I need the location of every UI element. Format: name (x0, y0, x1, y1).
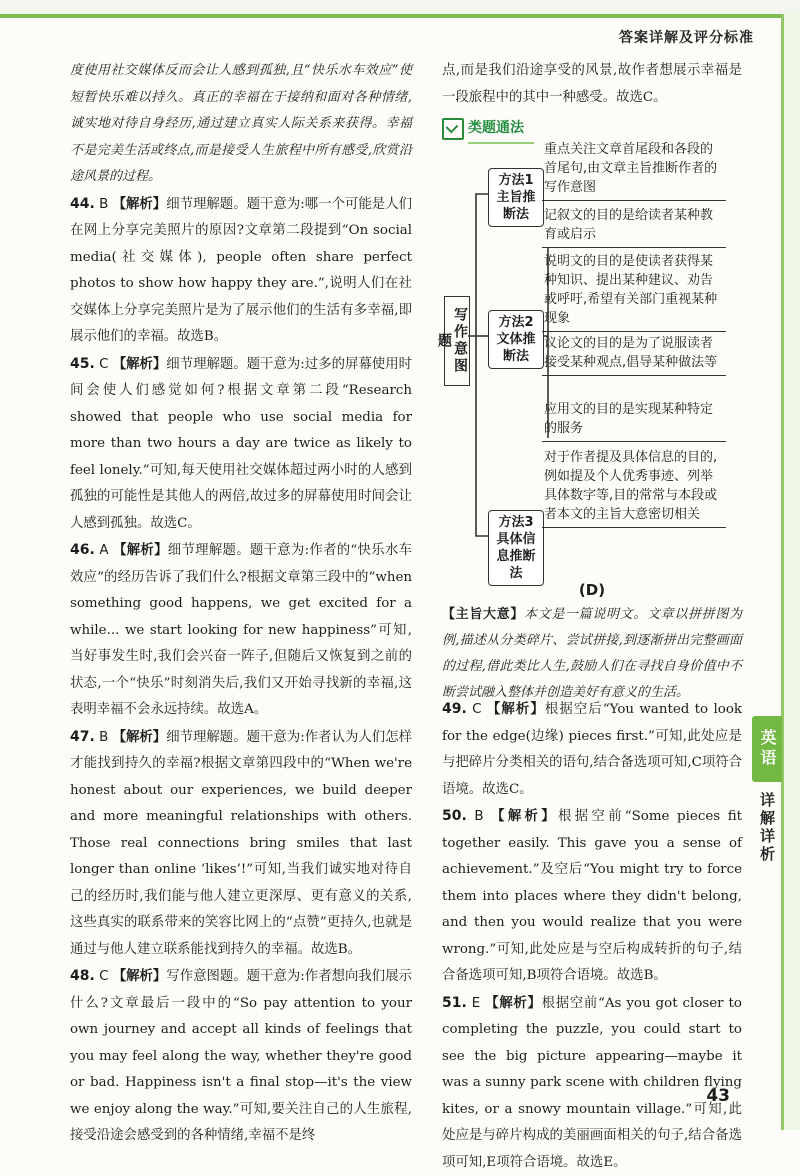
answer-item-51: 51. E 【解析】根据空前“As you got closer to completing the puzzle, you could start to see the big picture appearing—maybe it was a sunny park scene with children flying kites, or a snowy mountain village.”可知,此处应是与碎片构成的美丽画面相关的句子,结合备选项可知,E项符合语境。故选E。 (442, 990, 742, 1176)
answer-item-48-continued: 点,而是我们沿途享受的风景,故作者想展示幸福是一段旅程中的其中一种感受。故选C。 (442, 58, 742, 111)
answer-item-44: 44. B 【解析】细节理解题。题干意为:哪一个可能是人们在网上分享完美照片的原因?文章第二段提到“On social media(社交媒体), people often share perfect photos to show how happy they are.”,说明人们在社交媒体上分享完美照片是为了展示他们的生活有多幸福,即展示他们的幸福。故选B。 (70, 191, 412, 351)
method-1-box: 方法1 主旨推断法 (488, 168, 544, 227)
checklist-icon (442, 118, 464, 140)
right-column-bottom (442, 696, 742, 1176)
answer-item-49: 49. C 【解析】根据空后“You wanted to look for the edge(边缘) pieces first.”可知,此处应是与把碎片分类相关的语句,结合备选项可知,C项符合语境。故选C。 (442, 696, 742, 803)
answer-item-50: 50. B 【解析】根据空前“Some pieces fit together easily. This gave you a sense of achievement.”及空后“You might try to force them into places where they didn't belong, and then you would realize that you were wrong.”可知,此处应是与空后构成转折的句子,结合备选项可知,B项符合语境。故选B。 (442, 803, 742, 990)
subject-tab: 英语 (752, 716, 782, 782)
right-edge-strip (781, 14, 800, 1130)
page-number: 43 (706, 1086, 730, 1106)
answer-item-46: 46. A 【解析】细节理解题。题干意为:作者的“快乐水车效应”的经历告诉了我们什么?根据文章第三段中的“when something good happens, we get excited for a while... we start looking for new happiness”可知,当好事发生时,我们会兴奋一阵子,但随后又恢复到之前的状态,一个“快乐”时刻消失后,我们又开始寻找新的幸福,这表明幸福不会永远持续。故选A。 (70, 537, 412, 724)
top-rule (0, 0, 800, 18)
method-2-leaf-1: 记叙文的目的是给读者某种教育或启示 (542, 204, 726, 248)
method-tree-diagram (440, 138, 730, 578)
method-2-box: 方法2 文体推断法 (488, 310, 544, 369)
answer-item-47: 47. B 【解析】细节理解题。题干意为:作者认为人们怎样才能找到持久的幸福?根据文章第四段中的“When we're honest about our experiences, we build deeper and more meaningful relationships with others. Those real connections bring smiles that last longer than online ‘likes’!”可知,当我们诚实地对待自己的经历时,我们能与他人建立更深厚、更有意义的关系,这些真实的联系带来的笑容比网上的“点赞”更持久,也就是通过与他人建立联系能找到持久的幸福。故选B。 (70, 724, 412, 964)
left-column (70, 58, 412, 1150)
answer-item-48: 48. C 【解析】写作意图题。题干意为:作者想向我们展示什么?文章最后一段中的“So pay attention to your own journey and accept all kinds of feelings that you may feel along the way, whether they're good or bad. Happiness isn't a final stop—it's the view we enjoy along the way.”可知,要关注自己的人生旅程,接受沿途会感受到的各种情绪,幸福不是终 (70, 963, 412, 1150)
section-heading-d: (D) (442, 581, 742, 599)
method-1-leaf: 重点关注文章首尾段和各段的首尾句,由文章主旨推断作者的写作意图 (542, 138, 726, 201)
method-2-leaf-2: 说明文的目的是使读者获得某种知识、提出某种建议、劝告或呼吁,希望有关部门重视某种现象 (542, 250, 726, 332)
method-2-leaf-3: 议论文的目的是为了说服读者接受某种观点,倡导某种做法等 (542, 332, 726, 376)
right-column-top (442, 58, 742, 150)
section-tab-label: 详解详析 (754, 792, 778, 864)
main-idea: 【主旨大意】本文是一篇说明文。文章以拼拼图为例,描述从分类碎片、尝试拼接,到逐渐拼出完整画面的过程,借此类比人生,鼓励人们在寻找自身价值中不断尝试融入整体并创造美好有意义的生活。 (442, 602, 742, 706)
header-title: 答案详解及评分标准 (619, 27, 754, 47)
tree-root: 写作意图题 (444, 296, 470, 386)
method-heading: 类题通法 (442, 115, 742, 144)
passage-summary: 度使用社交媒体反而会让人感到孤独,且“快乐水车效应”使短暂快乐难以持久。真正的幸福在于接纳和面对各种情绪,诚实地对待自身经历,通过建立真实人际关系来获得。幸福不是完美生活或终点,而是接受人生旅程中所有感受,欣赏沿途风景的过程。 (70, 58, 412, 191)
method-2-leaf-4: 应用文的目的是实现某种特定的服务 (542, 398, 726, 442)
method-3-leaf: 对于作者提及具体信息的目的,例如提及个人优秀事迹、列举具体数字等,目的常常与本段或者本文的主旨大意密切相关 (542, 446, 726, 528)
answer-item-45: 45. C 【解析】细节理解题。题干意为:过多的屏幕使用时间会使人们感觉如何?根据文章第二段“Research showed that people who use social media for more than two hours a day are twice as likely to feel lonely.”可知,每天使用社交媒体超过两小时的人感到孤独的可能性是其他人的两倍,故过多的屏幕使用时间会让人感到孤独。故选C。 (70, 351, 412, 538)
method-3-box: 方法3 具体信息推断法 (488, 510, 544, 586)
